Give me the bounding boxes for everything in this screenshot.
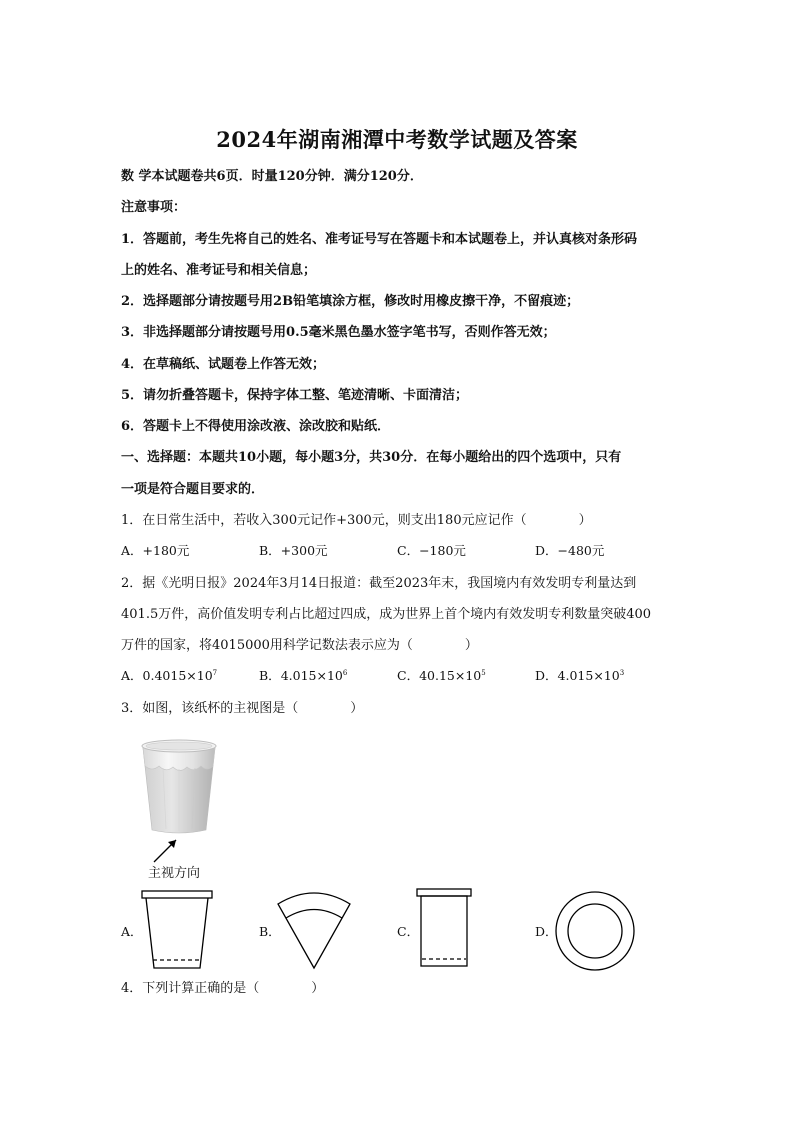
q3-option-c-label: C． [397,924,420,939]
page-title: 2024年湖南湘潭中考数学试题及答案 [216,127,578,152]
question-2-line: 401.5万件，高价值发明专利占比超过四成，成为世界上首个境内有效发明专利数量突破400 [121,607,652,622]
notice-line: 1．答题前，考生先将自己的姓名、准考证号写在答题卡和本试题卷上，并认真核对条形码 [121,232,638,247]
question-2-line: 2．据《光明日报》2024年3月14日报道：截至2023年末，我国境内有效发明专利量达到 [121,576,637,591]
q1-option-c: C．−180元 [397,543,466,558]
question-2-line: 万件的国家，将4015000用科学记数法表示应为（ ） [121,638,478,653]
notice-line: 2．选择题部分请按题号用2B铅笔填涂方框，修改时用橡皮擦干净，不留痕迹； [121,294,580,309]
q2-option-d: D．$4.015\times 10^3$ [535,668,625,683]
q2-option-a: A．$0.4015\times 10^7$ [121,668,218,683]
notice-heading: 注意事项： [121,200,187,215]
q3-option-d-label: D． [535,924,558,939]
q2-option-b: B．$4.015\times 10^6$ [259,668,348,683]
notice-line: 4．在草稿纸、试题卷上作答无效； [121,357,326,372]
question-3-stem: 3．如图，该纸杯的主视图是（ ） [121,701,364,716]
q3-option-b-label: B． [259,924,281,939]
notice-line: 5．请勿折叠答题卡，保持字体工整、笔迹清晰、卡面清洁； [121,388,469,403]
option-d-ring-view [552,888,638,974]
notice-line: 6．答题卡上不得使用涂改液、涂改胶和贴纸． [121,419,391,434]
q1-option-b: B．+300元 [259,543,328,558]
q3-option-a-label: A． [121,924,143,939]
notice-line: 3．非选择题部分请按题号用0.5毫米黑色墨水签字笔书写，否则作答无效； [121,325,556,340]
option-c-rectangle-view [413,886,475,970]
view-direction-caption: 主视方向 [148,866,201,881]
notice-line: 上的姓名、准考证号和相关信息； [121,263,317,278]
exam-intro: 数 学本试题卷共6页．时量120分钟．满分120分． [121,169,423,184]
question-4-stem: 4．下列计算正确的是（ ） [121,981,325,996]
q2-option-c: C．$40.15\times 10^5$ [397,668,486,683]
section-heading: 一、选择题：本题共10小题，每小题3分，共30分．在每小题给出的四个选项中，只有 [121,450,622,465]
option-a-cup-front-view [138,888,218,972]
q1-option-a: A．+180元 [121,543,190,558]
question-1-stem: 1．在日常生活中，若收入300元记作+300元，则支出180元应记作（ ） [121,513,592,528]
section-heading-cont: 一项是符合题目要求的． [121,482,265,497]
paper-cup-illustration [130,732,230,864]
option-b-sector-view [272,884,356,974]
q1-option-d: D．−480元 [535,543,605,558]
